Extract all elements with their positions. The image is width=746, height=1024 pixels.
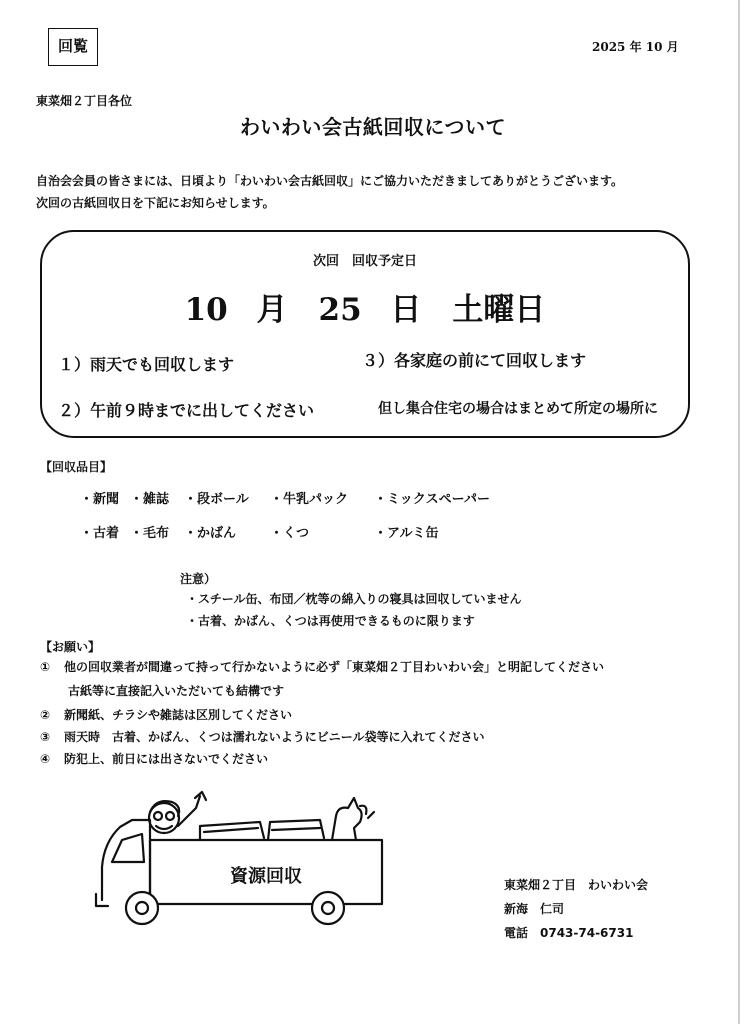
rule-deadline: ２）午前９時までに出してください — [58, 401, 315, 420]
signature-name: 新海 仁司 — [504, 902, 565, 916]
intro-line: 自治会会員の皆さまには、日頃より「わいわい会古紙回収」にご協力いただきましてありがとうございます。 — [36, 174, 624, 188]
item-blanket: ・毛布 — [130, 526, 170, 541]
request-item — [40, 728, 484, 745]
item-aluminum-can: ・アルミ缶 — [374, 526, 439, 541]
request-text: 雨天時 古着、かばん、くつは濡れないようにビニール袋等に入れてください — [64, 730, 485, 744]
request-number: ④ — [40, 752, 51, 766]
schedule-heading: 次回 回収予定日 — [312, 254, 417, 269]
page-title: わいわい会古紙回収について — [239, 115, 507, 139]
item-mixed-paper: ・ミックスペーパー — [374, 492, 490, 507]
intro-text — [36, 170, 623, 214]
item-newspaper: ・新聞 — [80, 492, 120, 507]
rule-location: ３）各家庭の前にて回収します — [362, 351, 587, 370]
scan-edge-line — [738, 0, 740, 1024]
rule-rain: １）雨天でも回収します — [58, 355, 235, 374]
addressee: 東菜畑２丁目各位 — [36, 94, 133, 108]
request-text: 他の回収業者が間違って持って行かないように必ず「東菜畑２丁目わいわい会」と明記してください — [64, 660, 605, 674]
signature-org: 東菜畑２丁目 わいわい会 — [504, 878, 649, 892]
recycling-truck-illustration — [92, 782, 392, 932]
item-old-clothes: ・古着 — [80, 526, 120, 541]
items-heading: 【回収品目】 — [40, 460, 113, 474]
signature-phone: 電話 0743-74-6731 — [504, 926, 634, 940]
request-text: 防犯上、前日には出さないでください — [64, 752, 269, 766]
request-number: ③ — [40, 730, 51, 744]
circulation-stamp: 回覧 — [48, 28, 98, 66]
note-line: ・古着、かばん、くつは再使用できるものに限ります — [186, 614, 475, 628]
item-shoes: ・くつ — [270, 526, 310, 541]
request-item — [40, 658, 604, 675]
collection-date: 10 月 25 日 土曜日 — [184, 292, 546, 328]
request-sub-note: 古紙等に直接記入いただいても結構です — [68, 684, 285, 698]
truck-sign: 資源回収 — [230, 866, 302, 887]
item-cardboard: ・段ボール — [184, 492, 249, 507]
request-item — [40, 750, 268, 767]
rule-location-note: 但し集合住宅の場合はまとめて所定の場所に — [378, 401, 658, 417]
intro-line: 次回の古紙回収日を下記にお知らせします。 — [36, 196, 275, 210]
notes-label: 注意） — [180, 572, 217, 586]
note-line: ・スチール缶、布団／枕等の綿入りの寝具は回収していません — [186, 592, 522, 606]
request-number: ② — [40, 708, 51, 722]
item-bag: ・かばん — [184, 526, 237, 541]
item-magazine: ・雑誌 — [130, 492, 170, 507]
request-text: 新聞紙、チラシや雑誌は区別してください — [64, 708, 293, 722]
requests-heading: 【お願い】 — [40, 640, 101, 654]
item-milk-carton: ・牛乳パック — [270, 492, 349, 507]
request-item — [40, 706, 292, 723]
request-number: ① — [40, 660, 51, 674]
issue-date: 2025 年 10 月 — [592, 40, 679, 54]
schedule-box — [40, 230, 690, 438]
